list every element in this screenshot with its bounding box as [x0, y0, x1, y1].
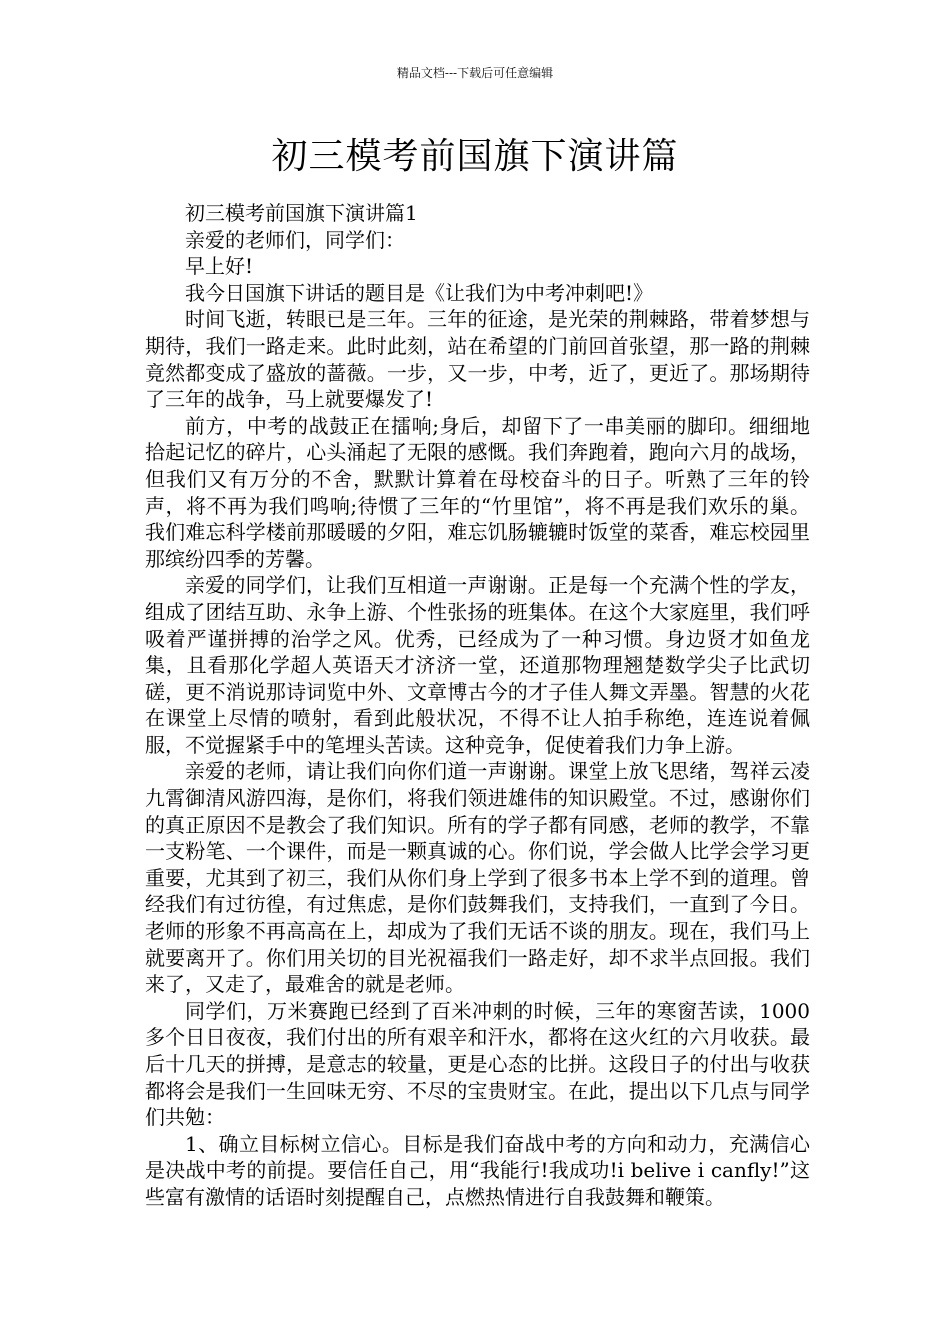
paragraph-thank-classmates: 亲爱的同学们，让我们互相道一声谢谢。正是每一个充满个性的学友，组成了团结互助、永争上游、个性张扬的班集体。在这个大家庭里，我们呼吸着严谨拼搏的治学之风。优秀，已经成为了一种习惯。身边贤才如鱼龙集，且看那化学超人英语天才济济一堂，还道那物理翘楚数学尖子比武切磋，更不消说那诗词览中外、文章博古今的才子佳人舞文弄墨。智慧的火花在课堂上尽情的喷射，看到此般状况，不得不让人拍手称绝，连连说着佩服，不觉握紧手中的笔埋头苦读。这种竞争，促使着我们力争上游。 [145, 573, 810, 757]
speech-topic: 我今日国旗下讲话的题目是《让我们为中考冲刺吧!》 [185, 280, 654, 305]
page-header-note: 精品文档---下载后可任意编辑 [396, 66, 554, 80]
salutation: 亲爱的老师们，同学们： [185, 227, 405, 252]
greeting: 早上好! [185, 254, 254, 279]
paragraph-sprint: 同学们，万米赛跑已经到了百米冲刺的时候，三年的寒窗苦读，1000多个日日夜夜，我们付出的所有艰辛和汗水，都将在这火红的六月收获。最后十几天的拼搏，是意志的较量，更是心态的比拼。这段日子的付出与收获都将会是我们一生回味无穷、不尽的宝贵财宝。在此，提出以下几点与同学们共勉： [145, 998, 810, 1130]
paragraph-memories: 前方，中考的战鼓正在擂响;身后，却留下了一串美丽的脚印。细细地拾起记忆的碎片，心头涌起了无限的感慨。我们奔跑着，跑向六月的战场，但我们又有万分的不舍，默默计算着在母校奋斗的日子。听熟了三年的铃声，将不再为我们鸣响;待惯了三年的“竹里馆”，将不再是我们欢乐的巢。我们难忘科学楼前那暖暖的夕阳，难忘饥肠辘辘时饭堂的菜香，难忘校园里那缤纷四季的芳馨。 [145, 413, 810, 571]
paragraph-time-flies: 时间飞逝，转眼已是三年。三年的征途，是光荣的荆棘路，带着梦想与期待，我们一路走来。此时此刻，站在希望的门前回首张望，那一路的荆棘竟然都变成了盛放的蔷薇。一步，又一步，中考，近了，更近了。那场期待了三年的战争，马上就要爆发了! [145, 307, 810, 412]
document-title: 初三模考前国旗下演讲篇 [271, 136, 679, 177]
document-body [145, 200, 810, 1211]
paragraph-point-1: 1、确立目标树立信心。目标是我们奋战中考的方向和动力，充满信心是决战中考的前提。要信任自己，用“我能行!我成功!i belive i canfly!”这些富有激情的话语时刻提醒自己，点燃热情进行自我鼓舞和鞭策。 [145, 1131, 810, 1209]
paragraph-thank-teachers: 亲爱的老师，请让我们向你们道一声谢谢。课堂上放飞思绪，驾祥云凌九霄御清风游四海，是你们，将我们领进雄伟的知识殿堂。不过，感谢你们的真正原因不是教会了我们知识。所有的学子都有同感，老师的教学，不靠一支粉笔、一个课件，而是一颗真诚的心。你们说，学会做人比学会学习更重要，尤其到了初三，我们从你们身上学到了很多书本上学不到的道理。曾经我们有过彷徨，有过焦虑，是你们鼓舞我们，支持我们，一直到了今日。老师的形象不再高高在上，却成为了我们无话不谈的朋友。现在，我们马上就要离开了。你们用关切的目光祝福我们一路走好，却不求半点回报。我们来了，又走了，最难舍的就是老师。 [145, 759, 810, 997]
speech-subtitle: 初三模考前国旗下演讲篇1 [185, 201, 418, 225]
